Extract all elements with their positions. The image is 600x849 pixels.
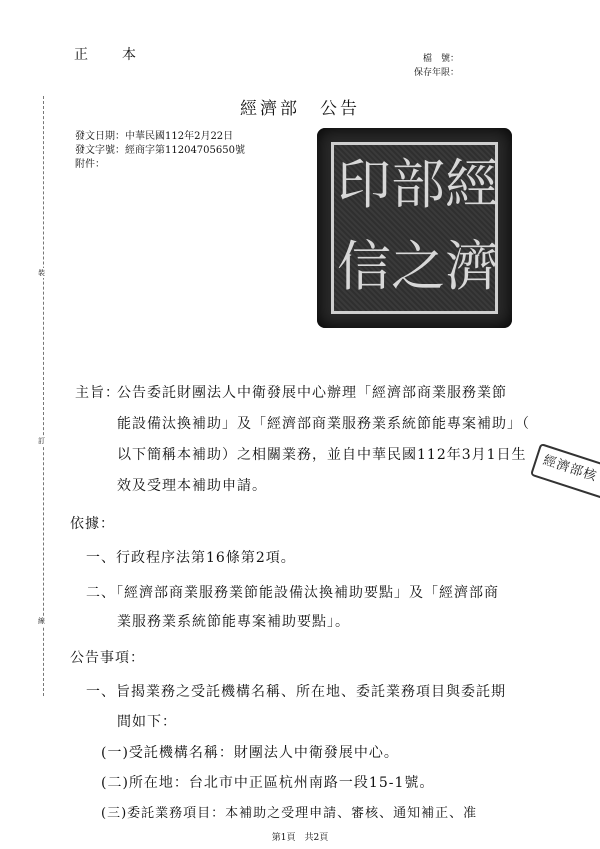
binding-mark-order: 訂 xyxy=(38,437,45,445)
seal-glyph: 之 xyxy=(391,235,445,298)
notice-label: 公告事項： xyxy=(70,650,145,666)
seal-glyph: 部 xyxy=(391,153,445,216)
official-seal xyxy=(317,128,512,328)
subject-line: 能設備汰換補助」及「經濟部商業服務業系統節能專案補助」（ xyxy=(117,416,530,432)
subject-label: 主旨： xyxy=(75,385,120,401)
subject-line: 效及受理本補助申請。 xyxy=(117,478,267,494)
notice-item-1-cont: 間如下： xyxy=(117,714,177,730)
binding-mark-bind: 裝 xyxy=(38,269,45,277)
subject-line: 公告委託財團法人中衛發展中心辦理「經濟部商業服務業節 xyxy=(117,385,507,401)
review-stamp: 經濟部核 xyxy=(530,443,600,503)
retention-label: 保存年限 xyxy=(413,68,450,78)
notice-sub-2: (二)所在地：台北市中正區杭州南路一段15-1號。 xyxy=(101,775,435,791)
page-footer: 第1頁 共2頁 xyxy=(271,833,329,843)
notice-sub-1: (一)受託機構名稱：財團法人中衛發展中心。 xyxy=(101,745,399,761)
copy-mark: 正 本 xyxy=(74,47,146,63)
archive-info: 檔 號 ： 保存年限 ： xyxy=(404,52,456,80)
attachment: 附件： xyxy=(75,159,105,170)
seal-glyph: 信 xyxy=(337,235,391,298)
page-title: 經濟部 公告 xyxy=(240,99,360,119)
basis-item-1: 一、行政程序法第16條第2項。 xyxy=(86,550,296,566)
binding-line xyxy=(43,96,44,696)
seal-glyph: 印 xyxy=(337,153,391,216)
archive-no-label: 檔 號 xyxy=(422,54,450,64)
basis-label: 依據： xyxy=(70,516,115,532)
subject-line: 以下簡稱本補助）之相關業務，並自中華民國112年3月1日生 xyxy=(117,447,527,463)
notice-sub-3: (三)委託業務項目：本補助之受理申請、審核、通知補正、准 xyxy=(101,806,478,821)
binding-mark-line: 線 xyxy=(38,617,45,625)
seal-glyphs xyxy=(337,146,499,310)
issue-date: 發文日期：中華民國112年2月22日 xyxy=(75,131,234,142)
document-meta xyxy=(75,130,245,172)
seal-glyph: 經 xyxy=(445,153,499,216)
basis-item-2: 二、「經濟部商業服務業節能設備汰換補助要點」及「經濟部商 xyxy=(86,585,499,601)
notice-item-1: 一、旨揭業務之受託機構名稱、所在地、委託業務項目與委託期 xyxy=(86,684,506,700)
seal-glyph: 濟 xyxy=(445,235,499,298)
basis-item-2-cont: 業服務業系統節能專案補助要點」。 xyxy=(117,614,350,630)
issue-number: 發文字號：經商字第11204705650號 xyxy=(75,145,245,156)
